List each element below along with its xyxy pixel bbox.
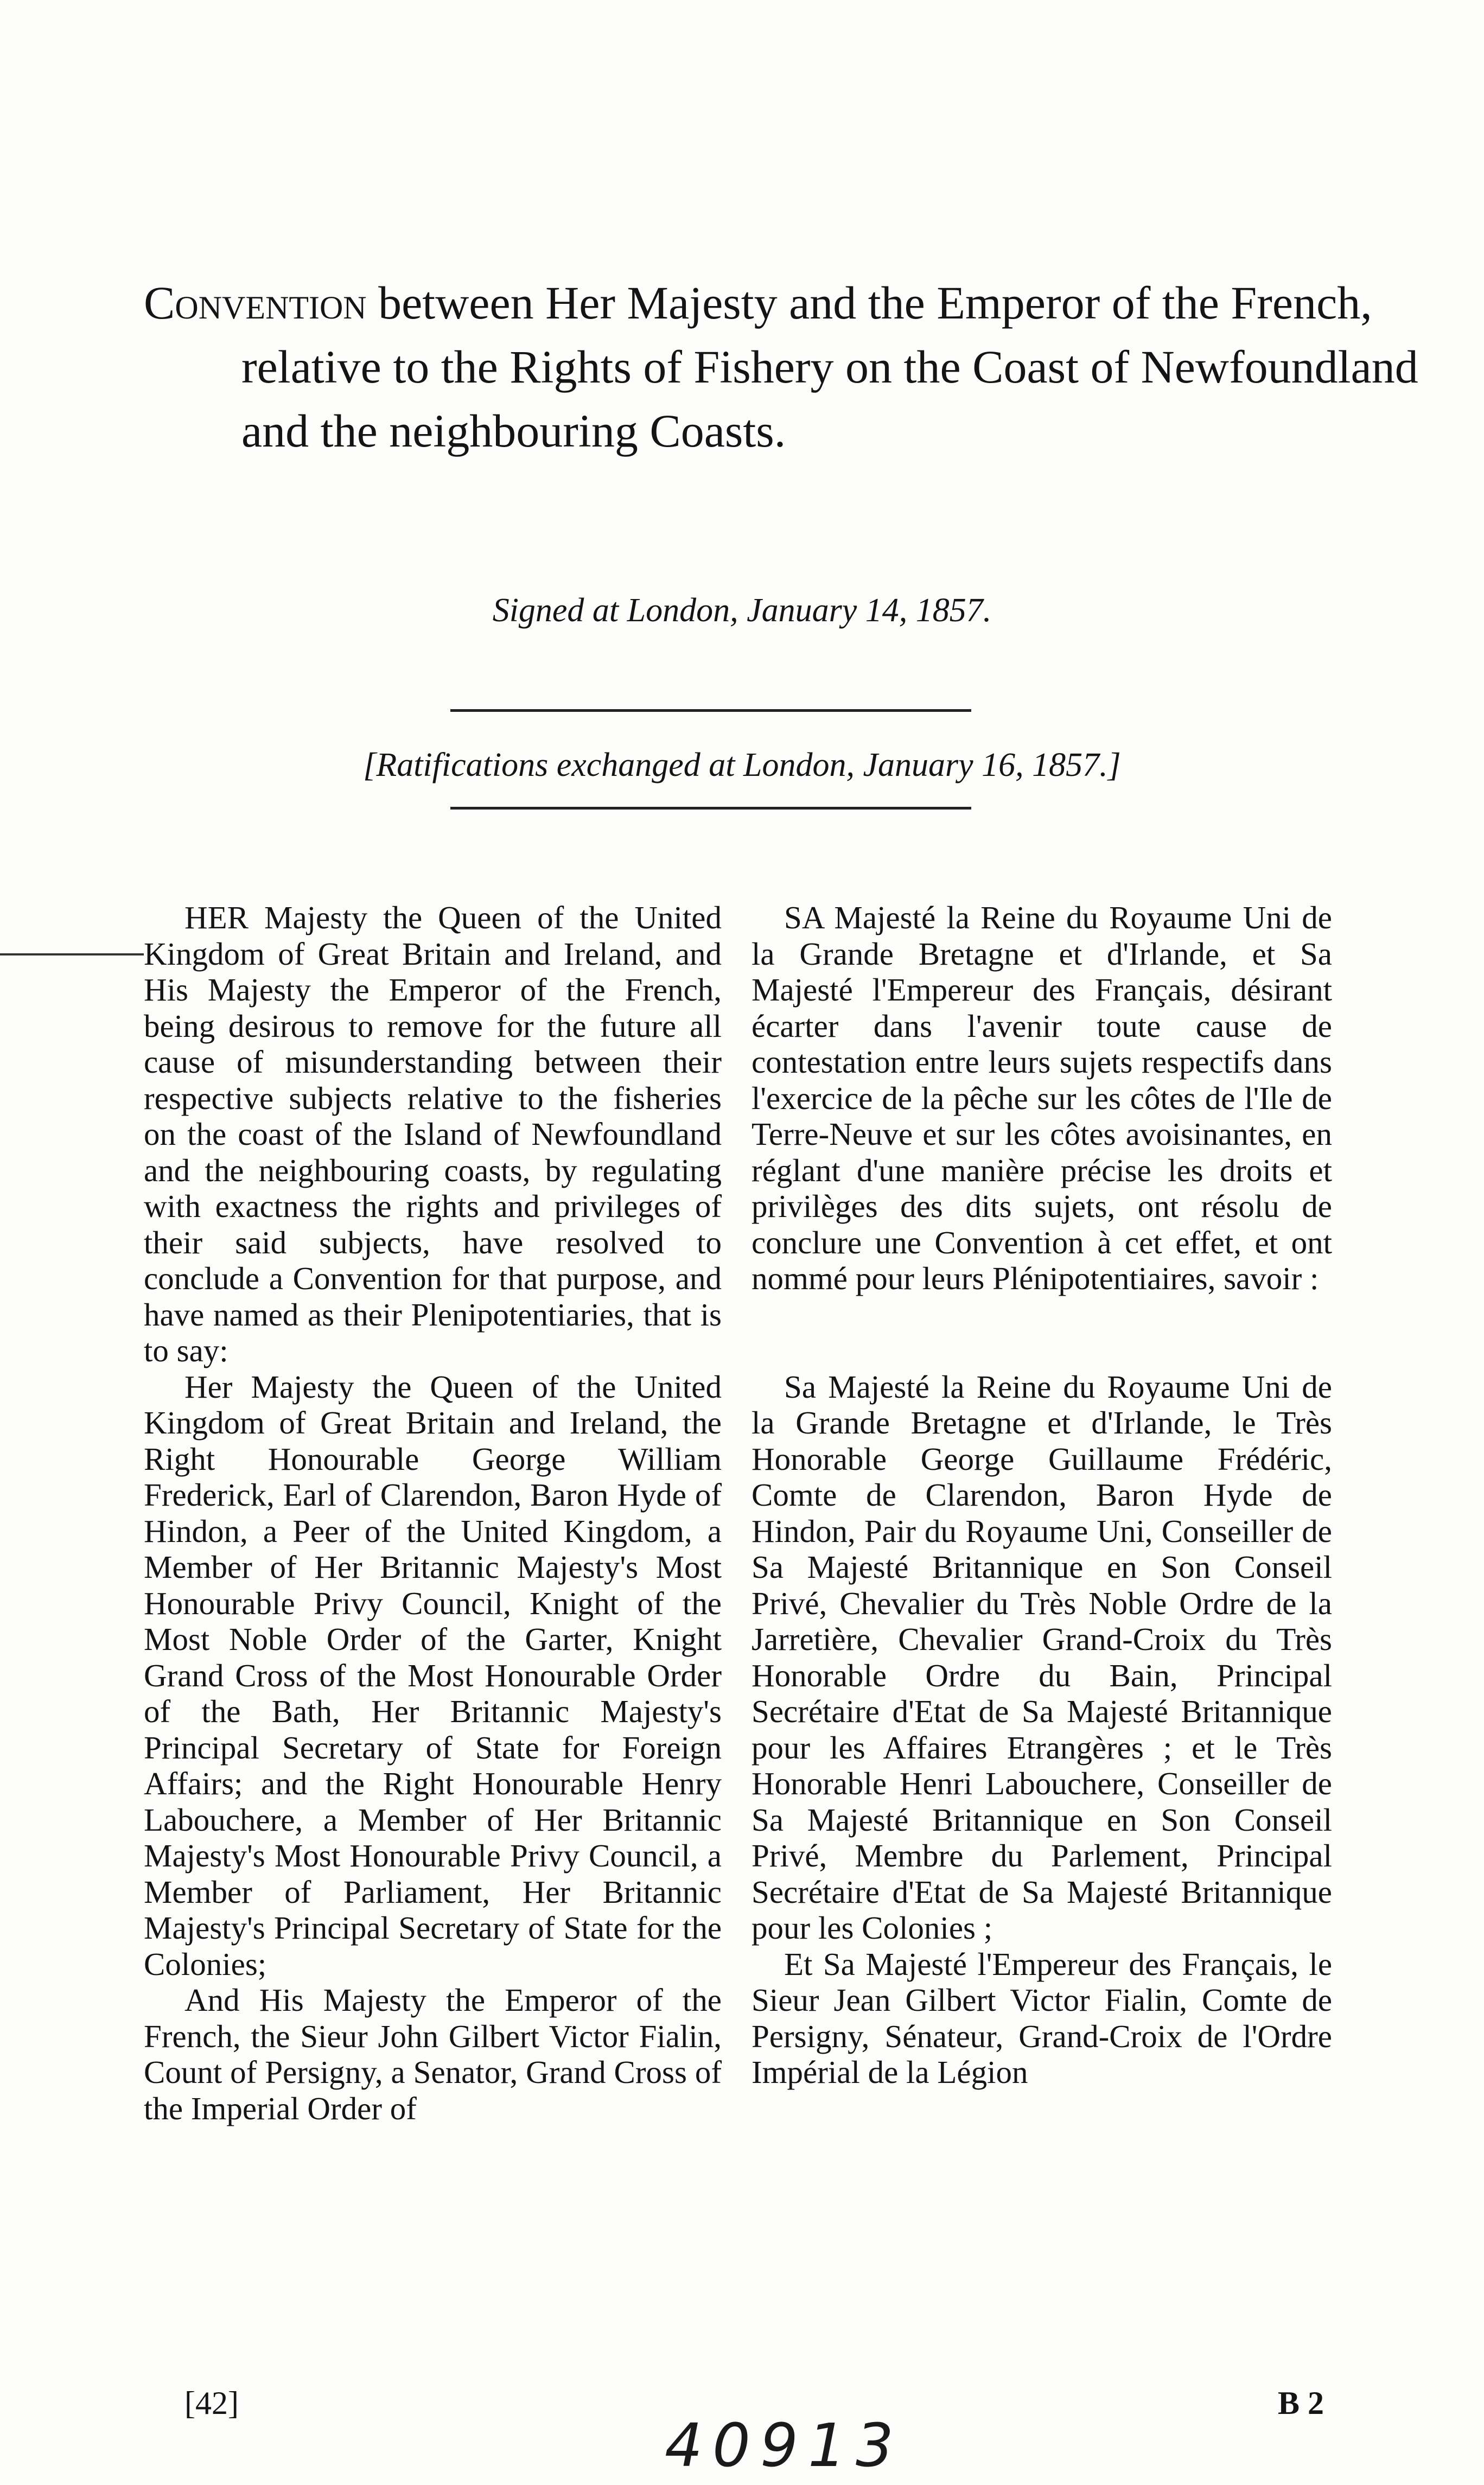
english-paragraph-3: And His Majesty the Emperor of the French, the Sieur John Gilbert Victor Fialin, Count of Persigny, a Senator, Grand Cross of the Imperial Order of: [144, 1982, 722, 2126]
ratifications-text: [Ratifications exchanged at London, January 16, 1857.]: [363, 747, 1121, 783]
handwritten-number-text: 40913: [665, 2411, 903, 2480]
top-rule: [450, 709, 971, 712]
handwritten-number: [659, 2404, 941, 2485]
ratifications-line: [0, 746, 1484, 785]
french-paragraph-2: Sa Majesté la Reine du Royaume Uni de la Grande Bretagne et d'Irlande, le Très Honorable George Guillaume Frédéric, Comte de Clarendon, Baron Hyde de Hindon, Pair du Royaume Uni, Conseiller de Sa Majesté Britannique en Son Conseil Privé, Chevalier du Très Noble Ordre de la Jarretière, Chevalier Grand-Croix du Très Honorable Ordre du Bain, Principal Secrétaire d'Etat de Sa Majesté Britannique pour les Affaires Etrangères ; et le Très Honorable Henri Labouchere, Conseiller de Sa Majesté Britannique en Son Conseil Privé, Membre du Parlement, Principal Secrétaire d'Etat de Sa Majesté Britannique pour les Colonies ;: [751, 1368, 1332, 1946]
french-paragraph-1: SA Majesté la Reine du Royaume Uni de la Grande Bretagne et d'Irlande, et Sa Majesté l'Empereur des Français, désirant écarter dans l'avenir toute cause de contestation entre leurs sujets respectifs dans l'exercice de la pêche sur les côtes de l'Ile de Terre-Neuve et sur les côtes avoisinantes, en réglant d'une manière précise les droits et privilèges des dits sujets, ont résolu de conclure une Convention à cet effet, et ont nommé pour leurs Plénipotentiaires, savoir :: [751, 900, 1332, 1296]
english-column: [144, 900, 722, 2126]
english-paragraph-2: Her Majesty the Queen of the United Kingdom of Great Britain and Ireland, the Right Honourable George William Frederick, Earl of Clarendon, Baron Hyde of Hindon, a Peer of the United Kingdom, a Member of Her Britannic Majesty's Most Honourable Privy Council, Knight of the Most Noble Order of the Garter, Knight Grand Cross of the Most Honourable Order of the Bath, Her Britannic Majesty's Principal Secretary of State for Foreign Affairs; and the Right Honourable Henry Labouchere, a Member of Her Britannic Majesty's Most Honourable Privy Council, a Member of Parliament, Her Britannic Majesty's Principal Secretary of State for the Colonies;: [144, 1368, 722, 1982]
english-paragraph-1: HER Majesty the Queen of the United Kingdom of Great Britain and Ireland, and His Majesty the Emperor of the French, being desirous to remove for the future all cause of misunderstanding between their respective subjects relative to the fisheries on the coast of the Island of Newfoundland and the neighbouring coasts, by regulating with exactness the rights and privileges of their said subjects, have resolved to conclude a Convention for that purpose, and have named as their Plenipotentiaries, that is to say:: [144, 900, 722, 1368]
french-column: [751, 900, 1332, 2091]
signed-line: [0, 591, 1484, 630]
signed-text: Signed at London, January 14, 1857.: [492, 592, 992, 629]
title-lead: Convention: [144, 277, 367, 329]
title-rest: between Her Majesty and the Emperor of the French, relative to the Rights of Fishery on the Coast of Newfoundland and the neighbouring Coasts.: [241, 277, 1418, 457]
bottom-rule: [450, 807, 971, 810]
french-paragraph-3: Et Sa Majesté l'Empereur des Français, le Sieur Jean Gilbert Victor Fialin, Comte de Persigny, Sénateur, Grand-Croix de l'Ordre Impérial de la Légion: [751, 1946, 1332, 2090]
margin-mark: [0, 953, 144, 955]
document-title: [144, 271, 1435, 463]
signature-mark: B 2: [1278, 2385, 1324, 2421]
page-number: [42]: [184, 2385, 239, 2421]
